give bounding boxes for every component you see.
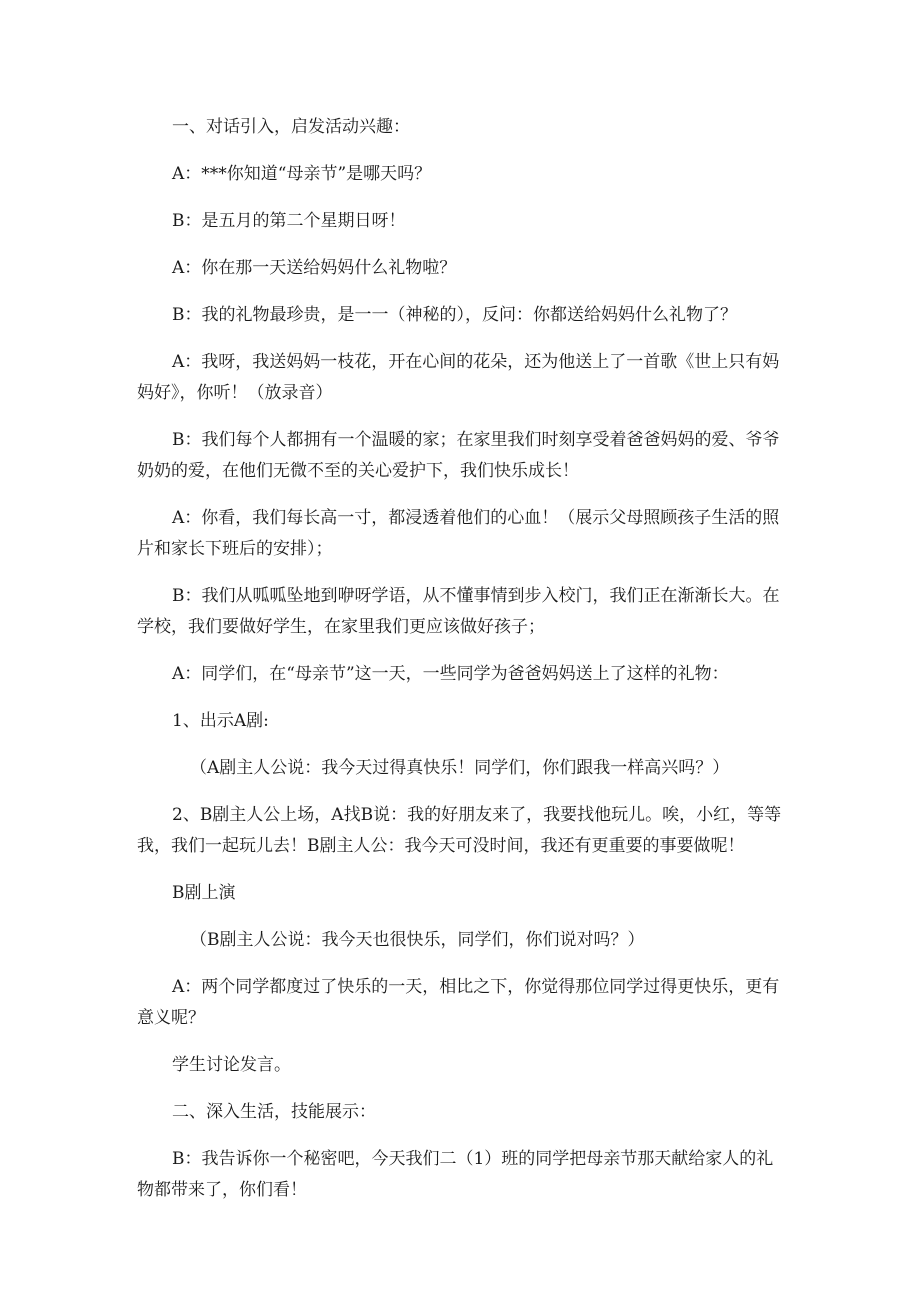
stage-note: （B剧主人公说：我今天也很快乐，同学们，你们说对吗？） [190, 930, 645, 950]
dialogue-line: B：我告诉你一个秘密吧，今天我们二（1）班的同学把母亲节那天献给家人的礼物都带来了，你们看！ [137, 1149, 774, 1200]
dialogue-line: B：我们从呱呱坠地到咿呀学语，从不懂事情到步入校门，我们正在渐渐长大。在学校，我们要做好学生，在家里我们更应该做好孩子； [137, 586, 780, 637]
dialogue-line: A：你看，我们每长高一寸，都浸透着他们的心血！（展示父母照顾孩子生活的照片和家长下班后的安排）； [137, 508, 780, 559]
dialogue-line: A：我呀，我送妈妈一枝花，开在心间的花朵，还为他送上了一首歌《世上只有妈妈好》，你听！（放录音） [137, 352, 780, 403]
dialogue-line: A：两个同学都度过了快乐的一天，相比之下，你觉得那位同学过得更快乐，更有意义呢？ [137, 977, 780, 1028]
section-heading-2: 二、深入生活，技能展示： [172, 1102, 376, 1122]
dialogue-line: A：同学们，在“母亲节”这一天，一些同学为爸爸妈妈送上了这样的礼物： [172, 664, 729, 684]
dialogue-line: A：你在那一天送给妈妈什么礼物啦？ [172, 258, 457, 278]
list-item: 1、出示A剧: [172, 711, 269, 731]
list-item: B剧上演 [172, 883, 236, 903]
activity-note: 学生讨论发言。 [172, 1055, 291, 1075]
list-item: 2、B剧主人公上场，A找B说：我的好朋友来了，我要找他玩儿。唉，小红，等等我，我们一起玩儿去！B剧主人公：我今天可没时间，我还有更重要的事要做呢！ [137, 805, 782, 856]
dialogue-line: A：***你知道“母亲节”是哪天吗？ [172, 164, 432, 184]
section-heading-1: 一、对话引入，启发活动兴趣： [172, 117, 410, 137]
dialogue-line: B：我们每个人都拥有一个温暖的家；在家里我们时刻享受着爸爸妈妈的爱、爷爷奶奶的爱，在他们无微不至的关心爱护下，我们快乐成长！ [137, 430, 780, 481]
document-body [137, 112, 782, 1222]
stage-note: （A剧主人公说：我今天过得真快乐！同学们，你们跟我一样高兴吗？） [190, 758, 730, 778]
dialogue-line: B：我的礼物最珍贵，是一一（神秘的），反问：你都送给妈妈什么礼物了？ [172, 305, 737, 325]
dialogue-line: B：是五月的第二个星期日呀！ [172, 211, 406, 231]
